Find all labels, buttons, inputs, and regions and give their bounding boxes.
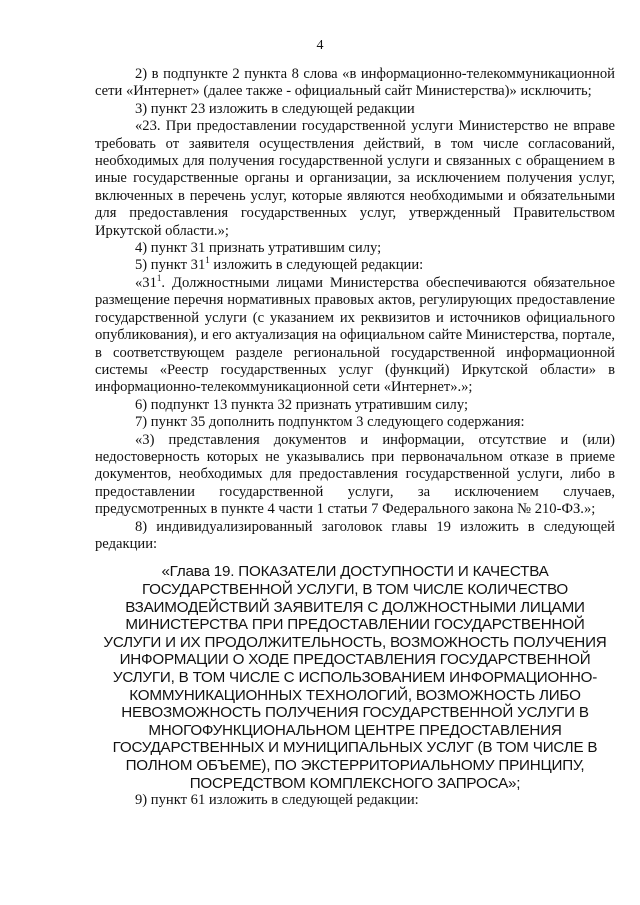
p5-after: изложить в следующей редакции: [209, 257, 424, 274]
paragraph-item-23-text: «23. При предоставлении государственной услуги Министерство не вправе требовать от заявителя осуществления действий, в том числе согласований, необходимых для получения государственной услуги и связанных с обращением в иные государственные органы и организации, за исключением получения услуг, включенных в перечень услуг, которые являются необходимыми и обязательными для предоставления государственных услуг, утвержденный Правительством Иркутской области.»; [95, 118, 615, 239]
page-number: 4 [316, 38, 324, 53]
paragraph-item-31-1-text [95, 275, 615, 397]
p5-before: 5) пункт 31 [135, 257, 206, 274]
paragraph-subitem-6: 6) подпункт 13 пункта 32 признать утратившим силу; [135, 396, 468, 413]
paragraph-subitem-8: 8) индивидуализированный заголовок главы 19 изложить в следующей редакции: [95, 518, 615, 552]
p6-after: . Должностными лицами Министерства обеспечиваются обязательное размещение перечня нормативных правовых актов, регулирующих предоставление государственной услуги (с указанием их реквизитов и источников официального опубликования), и его актуализация на официальном сайте Министерства, портале, в соответствующем разделе региональной государственной информационной системы «Реестр государственных услуг (функций) Иркутской области» в информационно-телекоммуникационной сети «Интернет».»; [95, 274, 615, 396]
paragraph-subitem-9: 9) пункт 61 изложить в следующей редакции: [135, 792, 419, 809]
paragraph-item-35-3-text: «3) представления документов и информации, отсутствие и (или) недостоверность которых не указывались при первоначальном отказе в приеме документов, необходимых для предоставления государственной услуги, либо в предоставлении государственной услуги, за исключением случаев, предусмотренных в пункте 4 части 1 статьи 7 Федерального закона № 210-ФЗ.»; [95, 431, 615, 518]
paragraph-subitem-5 [95, 257, 615, 274]
p6-before: «31 [135, 274, 157, 291]
document-body [95, 66, 615, 810]
chapter-19-title: «Глава 19. ПОКАЗАТЕЛИ ДОСТУПНОСТИ И КАЧЕСТВА ГОСУДАРСТВЕННОЙ УСЛУГИ, В ТОМ ЧИСЛЕ КОЛИЧЕСТВО ВЗАИМОДЕЙСТВИЙ ЗАЯВИТЕЛЯ С ДОЛЖНОСТНЫМИ ЛИЦАМИ МИНИСТЕРСТВА ПРИ ПРЕДОСТАВЛЕНИИ ГОСУДАРСТВЕННОЙ УСЛУГИ И ИХ ПРОДОЛЖИТЕЛЬНОСТЬ, ВОЗМОЖНОСТЬ ПОЛУЧЕНИЯ ИНФОРМАЦИИ О ХОДЕ ПРЕДОСТАВЛЕНИЯ ГОСУДАРСТВЕННОЙ УСЛУГИ, В ТОМ ЧИСЛЕ С ИСПОЛЬЗОВАНИЕМ ИНФОРМАЦИОННО-КОММУНИКАЦИОННЫХ ТЕХНОЛОГИЙ, ВОЗМОЖНОСТЬ ЛИБО НЕВОЗМОЖНОСТЬ ПОЛУЧЕНИЯ ГОСУДАРСТВЕННОЙ УСЛУГИ В МНОГОФУНКЦИОНАЛЬНОМ ЦЕНТРЕ ПРЕДОСТАВЛЕНИЯ ГОСУДАРСТВЕННЫХ И МУНИЦИПАЛЬНЫХ УСЛУГ (В ТОМ ЧИСЛЕ В ПОЛНОМ ОБЪЕМЕ), ПО ЭКСТЕРРИТОРИАЛЬНОМУ ПРИНЦИПУ, ПОСРЕДСТВОМ КОМПЛЕКСНОГО ЗАПРОСА»; [103, 563, 607, 792]
p6-superscript: 1 [156, 273, 162, 284]
p5-superscript: 1 [205, 255, 210, 266]
paragraph-subitem-3: 3) пункт 23 изложить в следующей редакции [135, 100, 415, 117]
paragraph-subitem-2: 2) в подпункте 2 пункта 8 слова «в информационно-телекоммуникационной сети «Интернет» (далее также - официальный сайт Министерства)» исключить; [95, 66, 615, 100]
paragraph-subitem-4: 4) пункт 31 признать утратившим силу; [135, 240, 382, 257]
paragraph-subitem-7: 7) пункт 35 дополнить подпунктом 3 следующего содержания: [135, 414, 525, 431]
